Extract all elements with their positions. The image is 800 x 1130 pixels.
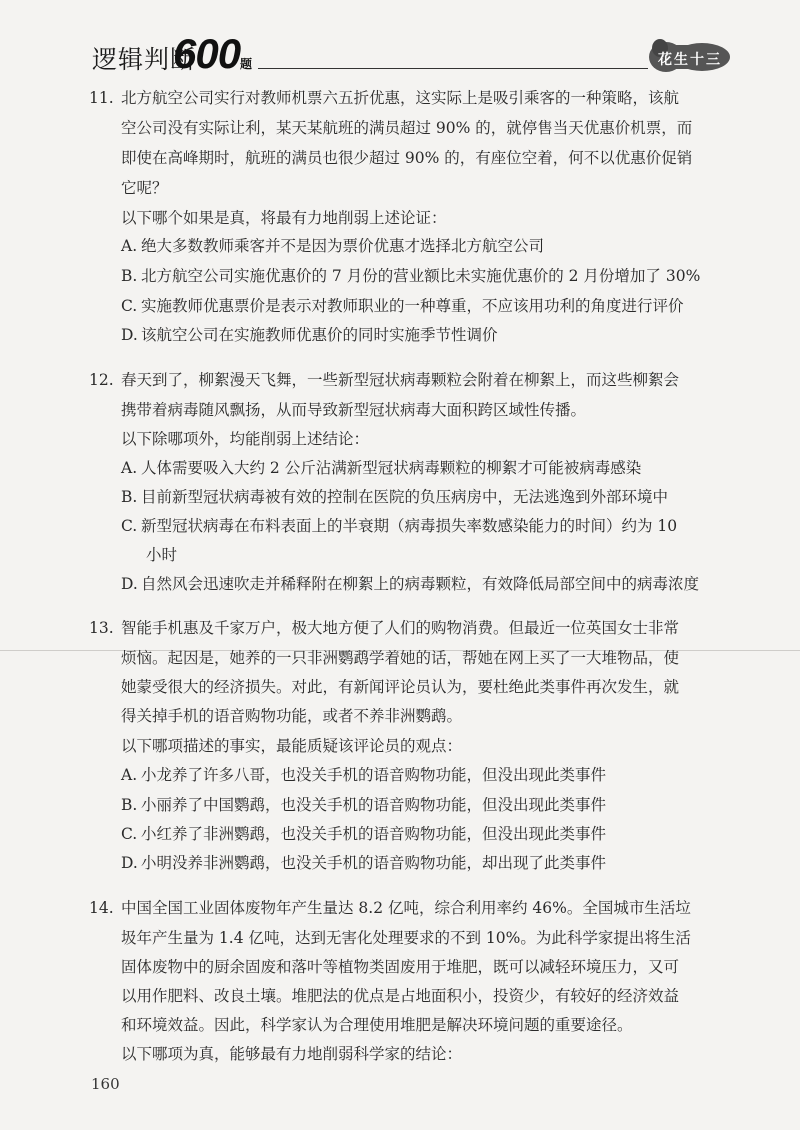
question-stem-line: 和环境效益。因此，科学家认为合理使用堆肥是解决环境问题的重要途径。: [121, 1016, 633, 1034]
option-text: 小红养了非洲鹦鹉，也没关手机的语音购物功能，但没出现此类事件: [141, 825, 607, 843]
question-stem-line: 它呢？: [121, 179, 168, 197]
book-title-number: 600: [173, 30, 241, 77]
option-letter: A.: [121, 237, 138, 255]
question-stem-line: 空公司没有实际让利，某天某航班的满员超过 90% 的，就停售当天优惠价机票，而: [121, 119, 693, 137]
option-c: [121, 824, 606, 844]
option-letter: B.: [121, 488, 138, 506]
option-d: [121, 325, 498, 345]
page-header: [0, 0, 800, 80]
option-text: 小丽养了中国鹦鹉，也没关手机的语音购物功能，但没出现此类事件: [141, 796, 607, 814]
option-c: [121, 296, 684, 316]
option-b: [121, 487, 668, 507]
option-letter: C.: [121, 825, 138, 843]
option-text: 北方航空公司实施优惠价的 7 月份的营业额比未实施优惠价的 2 月份增加了 30%: [141, 267, 701, 285]
question-number: 11.: [89, 89, 114, 107]
question-number: 14.: [89, 899, 114, 917]
page-number: 160: [91, 1075, 120, 1093]
question-stem-line: 固体废物中的厨余固废和落叶等植物类固废用于堆肥，既可以减轻环境压力，又可: [121, 958, 680, 976]
option-c: [121, 516, 677, 536]
option-a: [121, 765, 606, 785]
option-text: 实施教师优惠票价是表示对教师职业的一种尊重，不应该用功利的角度进行评价: [141, 297, 684, 315]
question-prompt: 以下哪个如果是真，将最有力地削弱上述论证：: [121, 209, 447, 227]
question-stem-line: 即使在高峰期时，航班的满员也很少超过 90% 的，有座位空着，何不以优惠价促销: [121, 149, 693, 167]
question-prompt: 以下哪项描述的事实，最能质疑该评论员的观点：: [121, 737, 463, 755]
logo-text: 花生十三: [658, 52, 722, 68]
question-stem-line: 春天到了，柳絮漫天飞舞，一些新型冠状病毒颗粒会附着在柳絮上，而这些柳絮会: [121, 371, 680, 389]
option-text: 该航空公司在实施教师优惠价的同时实施季节性调价: [141, 326, 498, 344]
option-text: 新型冠状病毒在布料表面上的半衰期（病毒损失率数感染能力的时间）约为 10: [141, 517, 678, 535]
header-rule: [258, 68, 648, 69]
option-a: [121, 236, 544, 256]
option-letter: D.: [121, 326, 138, 344]
option-letter: B.: [121, 796, 138, 814]
book-title: 逻辑判断: [92, 45, 197, 74]
option-d: [121, 574, 699, 594]
option-text: 小龙养了许多八哥，也没关手机的语音购物功能，但没出现此类事件: [141, 766, 607, 784]
question-stem-line: 她蒙受很大的经济损失。对此，有新闻评论员认为，要杜绝此类事件再次发生，就: [121, 678, 680, 696]
option-letter: C.: [121, 517, 138, 535]
option-text: 小明没养非洲鹦鹉，也没关手机的语音购物功能，却出现了此类事件: [141, 854, 607, 872]
option-d: [121, 853, 606, 873]
question-stem-line: 以用作肥料、改良土壤。堆肥法的优点是占地面积小，投资少，有较好的经济效益: [121, 987, 680, 1005]
option-letter: C.: [121, 297, 138, 315]
option-letter: D.: [121, 575, 138, 593]
option-text: 自然风会迅速吹走并稀释附在柳絮上的病毒颗粒，有效降低局部空间中的病毒浓度: [141, 575, 700, 593]
book-title-suffix: 题: [240, 57, 253, 71]
option-letter: A.: [121, 766, 138, 784]
question-stem-line: 圾年产生量为 1.4 亿吨，达到无害化处理要求的不到 10%。为此科学家提出将生活: [121, 929, 691, 947]
option-text: 目前新型冠状病毒被有效的控制在医院的负压病房中，无法逃逸到外部环境中: [141, 488, 669, 506]
option-letter: A.: [121, 459, 138, 477]
question-stem-line: 智能手机惠及千家万户，极大地方便了人们的购物消费。但最近一位英国女士非常: [121, 619, 680, 637]
option-b: [121, 266, 700, 286]
question-number: 13.: [89, 619, 114, 637]
option-text: 人体需要吸入大约 2 公斤沾满新型冠状病毒颗粒的柳絮才可能被病毒感染: [141, 459, 642, 477]
question-stem-line: 携带着病毒随风飘扬，从而导致新型冠状病毒大面积跨区域性传播。: [121, 401, 587, 419]
question-stem-line: 北方航空公司实行对教师机票六五折优惠，这实际上是吸引乘客的一种策略，该航: [121, 89, 680, 107]
question-prompt: 以下哪项为真，能够最有力地削弱科学家的结论：: [121, 1045, 463, 1063]
option-text: 绝大多数教师乘客并不是因为票价优惠才选择北方航空公司: [141, 237, 545, 255]
option-letter: B.: [121, 267, 138, 285]
option-c-continuation: 小时: [146, 546, 178, 564]
question-number: 12.: [89, 371, 114, 389]
question-stem-line: 中国全国工业固体废物年产生量达 8.2 亿吨，综合利用率约 46%。全国城市生活垃: [121, 899, 691, 917]
question-prompt: 以下除哪项外，均能削弱上述结论：: [121, 430, 370, 448]
option-a: [121, 458, 641, 478]
option-b: [121, 795, 606, 815]
option-letter: D.: [121, 854, 138, 872]
question-stem-line: 得关掉手机的语音购物功能，或者不养非洲鹦鹉。: [121, 707, 463, 725]
question-stem-line: 烦恼。起因是，她养的一只非洲鹦鹉学着她的话，帮她在网上买了一大堆物品，使: [121, 649, 680, 667]
